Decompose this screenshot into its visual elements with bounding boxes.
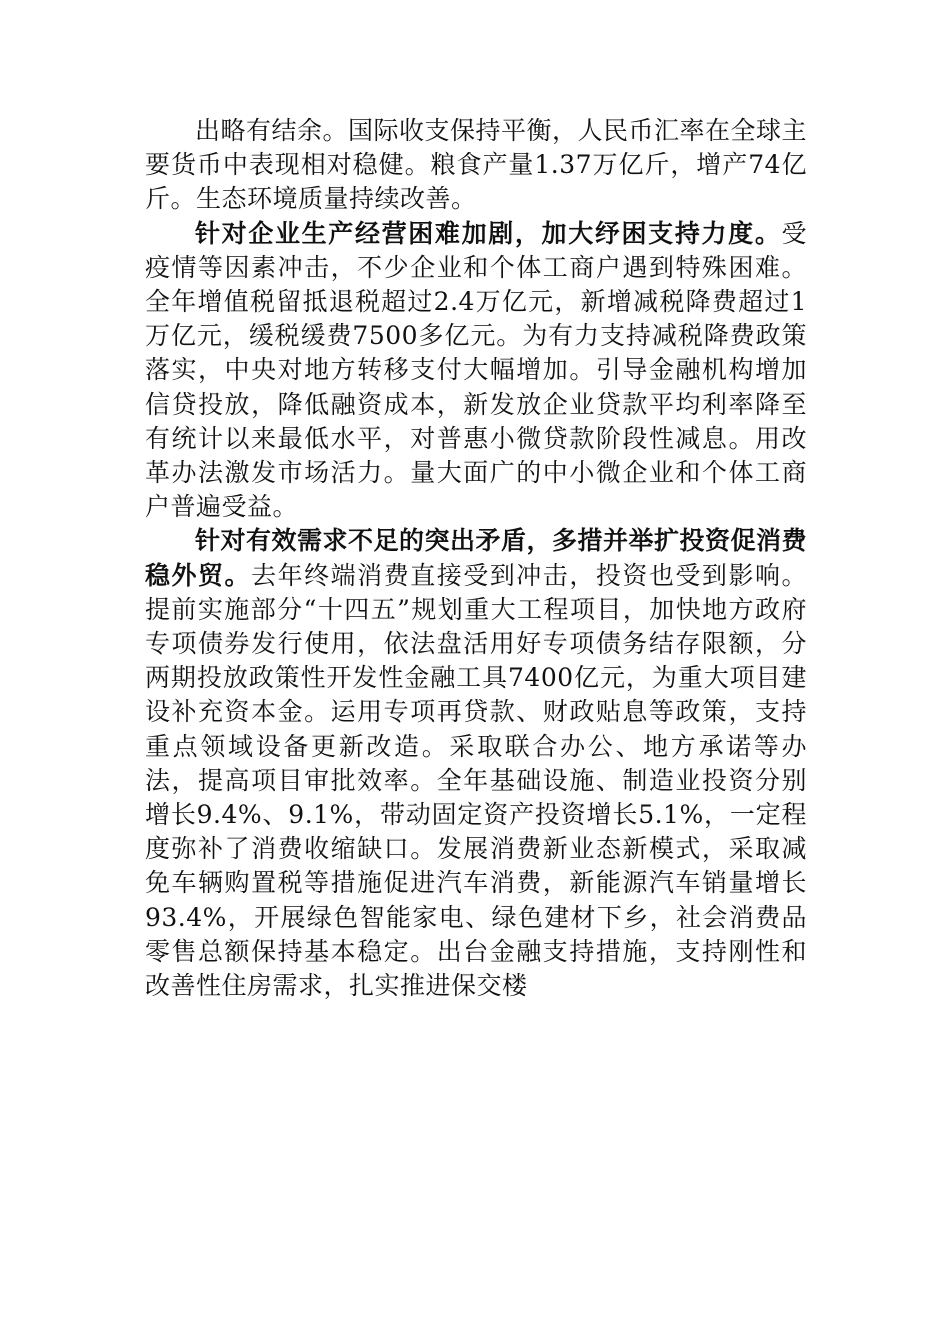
paragraph-1 [145,114,807,217]
document-page [145,114,807,1003]
paragraph-2-body: 受疫情等因素冲击，不少企业和个体工商户遇到特殊困难。全年增值税留抵退税超过2.4万亿元，新增减税降费超过1万亿元，缓税缓费7500多亿元。为有力支持减税降费政策落实，中央对地方转移支付大幅增加。引导金融机构增加信贷投放，降低融资成本，新发放企业贷款平均利率降至有统计以来最低水平，对普惠小微贷款阶段性减息。用改革办法激发市场活力。量大面广的中小微企业和个体工商户普遍受益。 [145,218,807,522]
paragraph-2-lead: 针对企业生产经营困难加剧，加大纾困支持力度。 [195,218,782,248]
paragraph-1-body: 出略有结余。国际收支保持平衡，人民币汇率在全球主要货币中表现相对稳健。粮食产量1.37万亿斤，增产74亿斤。生态环境质量持续改善。 [145,116,808,214]
paragraph-3-body: 去年终端消费直接受到冲击，投资也受到影响。提前实施部分“十四五”规划重大工程项目，加快地方政府专项债券发行使用，依法盘活用好专项债务结存限额，分两期投放政策性开发性金融工具7400亿元，为重大项目建设补充资本金。运用专项再贷款、财政贴息等政策，支持重点领域设备更新改造。采取联合办公、地方承诺等办法，提高项目审批效率。全年基础设施、制造业投资分别增长9.4%、9.1%，带动固定资产投资增长5.1%，一定程度弥补了消费收缩缺口。发展消费新业态新模式，采取减免车辆购置税等措施促进汽车消费，新能源汽车销量增长93.4%，开展绿色智能家电、绿色建材下乡，社会消费品零售总额保持基本稳定。出台金融支持措施，支持刚性和改善性住房需求，扎实推进保交楼 [145,560,807,1001]
paragraph-2 [145,217,807,525]
paragraph-3 [145,524,807,1003]
paragraph-3-lead: 针对有效需求不足的突出矛盾，多措并举扩投资促消费稳外贸。 [145,526,808,590]
